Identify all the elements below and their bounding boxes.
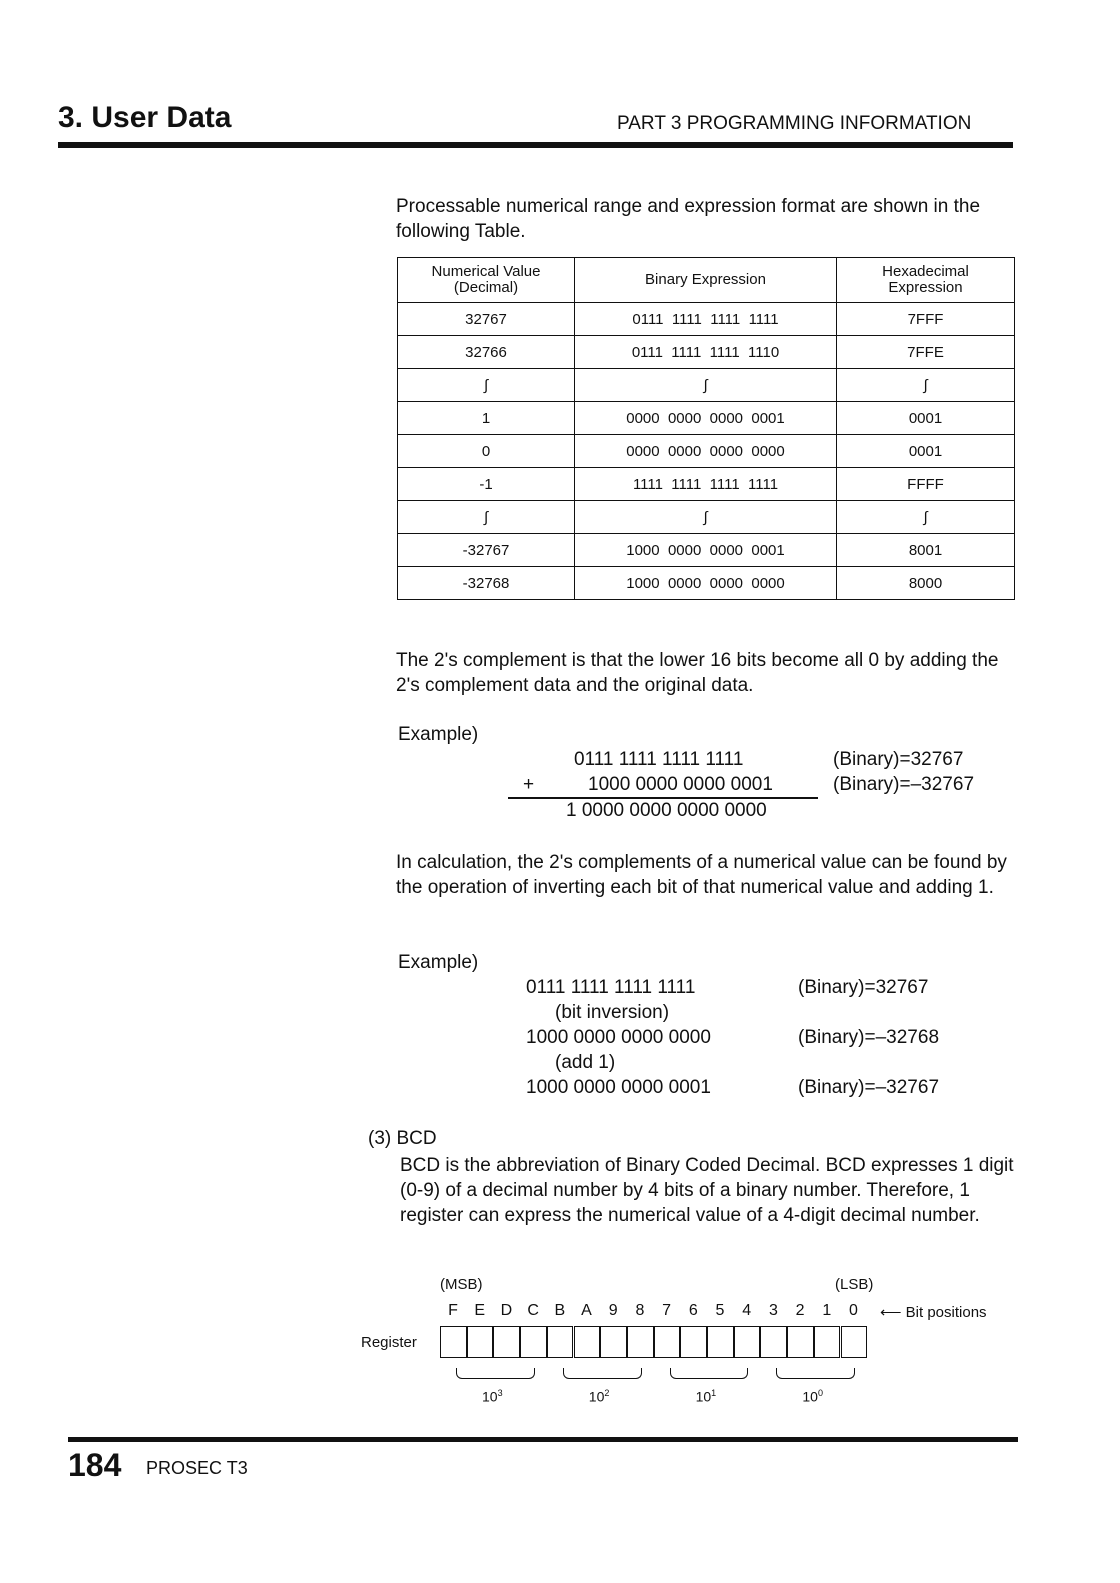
- digit-weight: [482, 1388, 503, 1405]
- bit-label: 5: [715, 1302, 725, 1319]
- digit-weight: [696, 1388, 717, 1405]
- power-exponent: 3: [497, 1388, 503, 1398]
- header-rule: [58, 142, 1013, 148]
- intro-paragraph: Processable numerical range and expression format are shown in the following Table.: [396, 196, 981, 242]
- header-decimal: [398, 258, 575, 303]
- sum-line: [508, 797, 818, 799]
- binary-cell: 0000 0000 0000 0001: [575, 402, 837, 435]
- decimal-cell: ∫: [398, 501, 575, 534]
- register-bit-cell: [707, 1326, 734, 1358]
- hex-cell: ∫: [837, 369, 1015, 402]
- example2-line2: 1000 0000 0000 0000: [526, 1027, 711, 1048]
- binary-cell: ∫: [575, 369, 837, 402]
- complement-paragraph: The 2's complement is that the lower 16 bits become all 0 by adding the 2's complement data and the original data.: [396, 650, 999, 696]
- bit-label: F: [448, 1302, 458, 1319]
- binary-cell: ∫: [575, 501, 837, 534]
- power-base: 10: [482, 1388, 498, 1405]
- example2-line1: 0111 1111 1111 1111: [526, 977, 696, 998]
- hex-cell: ∫: [837, 501, 1015, 534]
- example1-line2-note: (Binary)=–32767: [833, 774, 975, 795]
- example1-label: Example): [398, 724, 479, 745]
- bit-label: C: [527, 1302, 539, 1319]
- table-row: [398, 402, 1015, 435]
- table-row: [398, 336, 1015, 369]
- register-label: Register: [361, 1334, 417, 1351]
- decimal-cell: ∫: [398, 369, 575, 402]
- binary-cell: 0111 1111 1111 1110: [575, 336, 837, 369]
- part-title: PART 3 PROGRAMMING INFORMATION: [617, 113, 972, 134]
- example2-line2-note: (Binary)=–32768: [798, 1027, 940, 1048]
- bit-label: B: [554, 1302, 566, 1319]
- register-bit-cell: [547, 1326, 574, 1358]
- register-bit-cell: [841, 1326, 868, 1358]
- table-header-row: [398, 258, 1015, 303]
- register-bit-cell: [574, 1326, 601, 1358]
- calc-paragraph: In calculation, the 2's complements of a numerical value can be found by the operation of inverting each bit of that numerical value and adding 1.: [396, 852, 1007, 898]
- register-bit-cell: [440, 1326, 467, 1358]
- header-line: (Decimal): [453, 279, 519, 296]
- section-title: 3. User Data: [58, 101, 232, 134]
- table-row: [398, 501, 1015, 534]
- decimal-cell: 32766: [398, 336, 575, 369]
- table-row: [398, 303, 1015, 336]
- group-brace: [563, 1368, 642, 1379]
- digit-weight: [802, 1388, 823, 1405]
- hex-cell: FFFF: [837, 468, 1015, 501]
- footer-rule: [68, 1437, 1018, 1442]
- example2-line1-note: (Binary)=32767: [798, 977, 929, 998]
- decimal-cell: -32767: [398, 534, 575, 567]
- example1-line2: 1000 0000 0000 0001: [588, 774, 773, 795]
- bit-positions-text: Bit positions: [905, 1304, 987, 1321]
- hex-cell: 8000: [837, 567, 1015, 600]
- hex-cell: 7FFF: [837, 303, 1015, 336]
- example2-step1: (bit inversion): [555, 1002, 670, 1023]
- binary-cell: 0111 1111 1111 1111: [575, 303, 837, 336]
- power-exponent: 2: [604, 1388, 610, 1398]
- power-exponent: 0: [817, 1388, 823, 1398]
- group-brace: [456, 1368, 535, 1379]
- msb-label: (MSB): [440, 1276, 483, 1293]
- left-arrow-icon: ⟵: [880, 1304, 906, 1321]
- header-line: Numerical Value: [431, 263, 541, 280]
- table-row: [398, 468, 1015, 501]
- bit-label: 6: [688, 1302, 698, 1319]
- bcd-paragraph: BCD is the abbreviation of Binary Coded Decimal. BCD expresses 1 digit (0-9) of a decimal number by 4 bits of a binary number. Therefore, 1 register can express the numerical value of a 4-digit decimal number.: [400, 1155, 1014, 1226]
- table-row: [398, 567, 1015, 600]
- bit-label: 1: [822, 1302, 832, 1319]
- product-name: PROSEC T3: [146, 1458, 248, 1478]
- binary-cell: 1000 0000 0000 0001: [575, 534, 837, 567]
- example2-step2: (add 1): [555, 1052, 616, 1073]
- table-row: [398, 534, 1015, 567]
- example2-line3-note: (Binary)=–32767: [798, 1077, 940, 1098]
- plus-sign: +: [523, 774, 535, 795]
- table-row: [398, 435, 1015, 468]
- header-binary: [575, 258, 837, 303]
- hex-cell: 0001: [837, 402, 1015, 435]
- example1-line1-note: (Binary)=32767: [833, 749, 964, 770]
- example1-line1: 0111 1111 1111 1111: [574, 749, 744, 770]
- example2-line3: 1000 0000 0000 0001: [526, 1077, 711, 1098]
- hex-cell: 7FFE: [837, 336, 1015, 369]
- binary-cell: 0000 0000 0000 0000: [575, 435, 837, 468]
- header-hex: [837, 258, 1015, 303]
- register-bit-cell: [814, 1326, 841, 1358]
- digit-weight: [589, 1388, 610, 1405]
- bit-label: 8: [635, 1302, 645, 1319]
- numeric-range-table: [397, 257, 1015, 600]
- bit-label: 9: [608, 1302, 618, 1319]
- register-bit-cell: [760, 1326, 787, 1358]
- power-base: 10: [695, 1388, 712, 1405]
- hex-cell: 8001: [837, 534, 1015, 567]
- decimal-cell: 0: [398, 435, 575, 468]
- register-bit-cell: [787, 1326, 814, 1358]
- bcd-heading: (3) BCD: [368, 1128, 437, 1149]
- bit-label: 3: [768, 1302, 778, 1319]
- bit-label: 0: [849, 1302, 858, 1319]
- register-bit-cell: [654, 1326, 681, 1358]
- register-bit-cell: [467, 1326, 494, 1358]
- power-exponent: 1: [711, 1388, 717, 1398]
- decimal-cell: -1: [398, 468, 575, 501]
- register-bit-cell: [680, 1326, 707, 1358]
- group-brace: [776, 1368, 855, 1379]
- group-brace: [670, 1368, 749, 1379]
- bit-label: A: [581, 1302, 592, 1319]
- decimal-cell: 32767: [398, 303, 575, 336]
- bit-label: 4: [742, 1302, 752, 1319]
- example2-label: Example): [398, 952, 479, 973]
- register-bit-cell: [600, 1326, 627, 1358]
- table-row: [398, 369, 1015, 402]
- header-line: Hexadecimal: [882, 263, 969, 280]
- lsb-label: (LSB): [835, 1276, 874, 1293]
- page-number: 184: [68, 1447, 122, 1483]
- bit-label: 2: [795, 1302, 805, 1319]
- example1-result: 1 0000 0000 0000 0000: [566, 800, 767, 821]
- register-bit-cell: [493, 1326, 520, 1358]
- bit-label: 7: [662, 1302, 672, 1319]
- hex-cell: 0001: [837, 435, 1015, 468]
- binary-cell: 1111 1111 1111 1111: [575, 468, 837, 501]
- bit-label: D: [500, 1302, 513, 1319]
- power-base: 10: [588, 1388, 605, 1405]
- bit-label: E: [474, 1302, 486, 1319]
- header-line: Binary Expression: [645, 271, 766, 288]
- bit-positions-label: [880, 1303, 987, 1321]
- header-line: Expression: [888, 279, 963, 296]
- register-bit-cell: [627, 1326, 654, 1358]
- register-bit-cell: [734, 1326, 761, 1358]
- decimal-cell: 1: [398, 402, 575, 435]
- register-bit-cell: [520, 1326, 547, 1358]
- binary-cell: 1000 0000 0000 0000: [575, 567, 837, 600]
- power-base: 10: [802, 1388, 818, 1405]
- decimal-cell: -32768: [398, 567, 575, 600]
